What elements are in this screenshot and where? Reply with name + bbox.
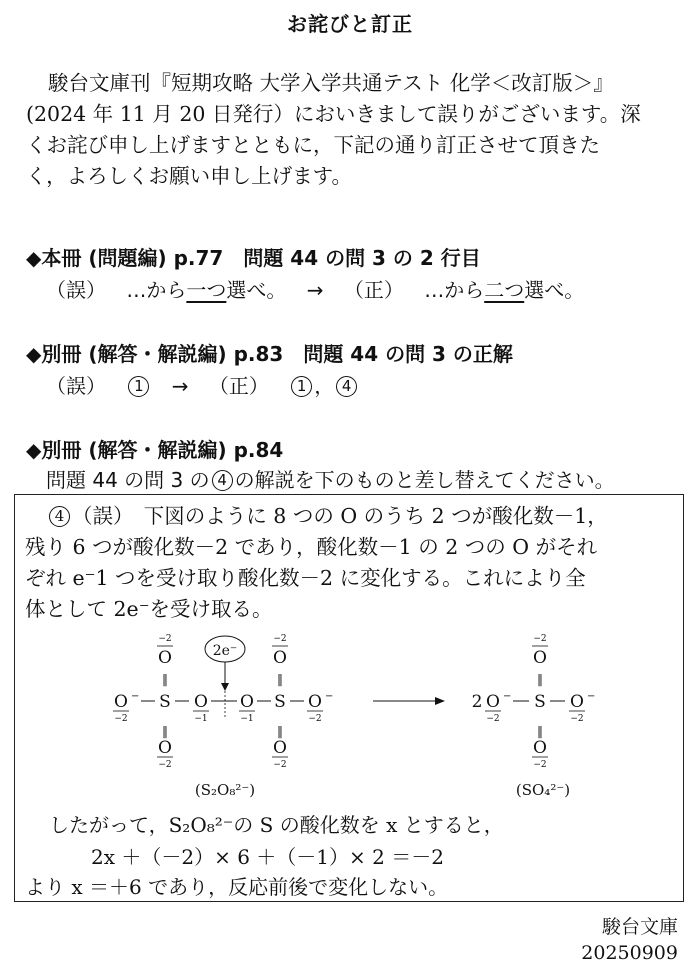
double-bond: ‖ <box>277 672 283 686</box>
ox-state-label: −2 <box>273 634 287 644</box>
right-formula: (SO₄²⁻) <box>515 781 571 799</box>
wrong-text-post: 選べ。 <box>226 278 287 302</box>
ox-state-label: −2 <box>533 760 547 770</box>
sulfur-atom: S <box>274 692 286 712</box>
ox-state-label: −2 <box>308 714 322 724</box>
coefficient: 2 <box>471 692 483 712</box>
intro-line-4: く，よろしくお願い申し上げます。 <box>26 164 352 188</box>
sulfur-atom: S <box>159 692 171 712</box>
oxygen-atom: O <box>533 648 547 668</box>
oxygen-atom: O <box>486 692 500 712</box>
intro-line-2: (2024 年 11 月 20 日発行）においきまして誤りがございます。深 <box>26 102 641 126</box>
ox-state-label: −1 <box>194 714 208 724</box>
intro-line-3: くお詫び申し上げますとともに，下記の通り訂正させて頂きた <box>26 133 600 157</box>
calc-equation: 2x ＋（－2）× 6 ＋（－1）× 2 ＝－2 <box>91 845 444 869</box>
explanation-line-2: 残り 6 つが酸化数－2 であり，酸化数－1 の 2 つの O がそれ <box>25 535 598 559</box>
right-label: （正） <box>208 374 269 398</box>
oxygen-atom: O <box>194 692 208 712</box>
ox-state-label: −2 <box>158 760 172 770</box>
oxygen-atom: O <box>308 692 322 712</box>
oxygen-atom: O <box>158 648 172 668</box>
section-3-heading: ◆別冊 (解答・解説編) p.84 <box>26 438 284 462</box>
explanation-line-4: 体として 2e⁻を受け取る。 <box>25 597 273 621</box>
double-bond: ‖ <box>162 724 168 738</box>
ox-state-label: −2 <box>158 634 172 644</box>
ox-state-label: −2 <box>273 760 287 770</box>
wrong-label: （誤） <box>46 278 106 302</box>
right-label: （正） <box>343 278 404 302</box>
oxygen-atom: O <box>240 692 254 712</box>
charge-minus: − <box>587 691 596 702</box>
instruction-pre: 問題 44 の問 3 の <box>46 468 210 492</box>
arrow-icon: → <box>306 278 324 302</box>
wrong-label: （誤） <box>46 374 106 398</box>
charge-minus: − <box>325 691 334 702</box>
section-1-heading: ◆本冊 (問題編) p.77 問題 44 の問 3 の 2 行目 <box>26 246 481 270</box>
right-text-pre: …から <box>424 278 485 302</box>
oxygen-atom: O <box>570 692 584 712</box>
oxygen-atom: O <box>273 738 287 758</box>
double-bond: ‖ <box>537 724 543 738</box>
explanation-line-3: ぞれ e⁻1 つを受け取り酸化数－2 に変化する。これにより全 <box>25 566 586 590</box>
arrow-icon: → <box>171 374 189 398</box>
section-3-instruction <box>46 464 615 493</box>
double-bond: ‖ <box>162 672 168 686</box>
electron-label: 2e⁻ <box>212 643 238 659</box>
ox-state-label: −2 <box>570 714 584 724</box>
circled-number: 1 <box>291 376 312 397</box>
left-formula: (S₂O₈²⁻) <box>194 781 256 799</box>
oxygen-atom: O <box>533 738 547 758</box>
calc-conclusion: より x ＝＋6 であり，反応前後で変化しない。 <box>25 875 449 899</box>
wrong-text-underlined: 一つ <box>186 278 227 302</box>
notice-date: 20250909 <box>581 942 678 964</box>
ox-state-label: −2 <box>486 714 500 724</box>
wrong-text-pre: …から <box>126 278 187 302</box>
right-text-post: 選べ。 <box>524 278 585 302</box>
oxygen-atom: O <box>273 648 287 668</box>
circled-number: 4 <box>336 376 357 397</box>
oxygen-atom: O <box>158 738 172 758</box>
double-bond: ‖ <box>537 672 543 686</box>
section-2-heading: ◆別冊 (解答・解説編) p.83 問題 44 の問 3 の正解 <box>26 342 513 366</box>
ox-state-label: −2 <box>533 634 547 644</box>
publisher-name: 駿台文庫 <box>601 916 678 938</box>
explanation-line-1: （誤） 下図のように 8 つの O のうち 2 つが酸化数－1， <box>72 504 608 528</box>
section-2-correction <box>46 370 359 399</box>
intro-line-1: 駿台文庫刊『短期攻略 大学入学共通テスト 化学＜改訂版＞』 <box>48 71 614 95</box>
oxygen-atom: O <box>114 692 128 712</box>
instruction-post: の解説を下のものと差し替えてください。 <box>234 468 615 492</box>
reaction-diagram <box>15 625 683 805</box>
charge-minus: − <box>503 691 512 702</box>
intro-paragraph <box>26 68 686 192</box>
separator: ， <box>314 374 335 398</box>
sulfur-atom: S <box>534 692 546 712</box>
page-title: お詫びと訂正 <box>287 12 413 36</box>
circled-number: 4 <box>212 470 233 491</box>
double-bond: ‖ <box>277 724 283 738</box>
ox-state-label: −1 <box>240 714 254 724</box>
charge-minus: − <box>131 691 140 702</box>
ox-state-label: −2 <box>114 714 128 724</box>
section-1-correction <box>46 274 584 303</box>
explanation-text <box>25 501 675 625</box>
replacement-box <box>14 494 684 902</box>
circled-number: 4 <box>49 506 70 527</box>
right-text-underlined: 二つ <box>484 278 525 302</box>
calc-line-1: したがって，S₂O₈²⁻の S の酸化数を x とすると， <box>49 813 504 837</box>
circled-number: 1 <box>128 376 149 397</box>
